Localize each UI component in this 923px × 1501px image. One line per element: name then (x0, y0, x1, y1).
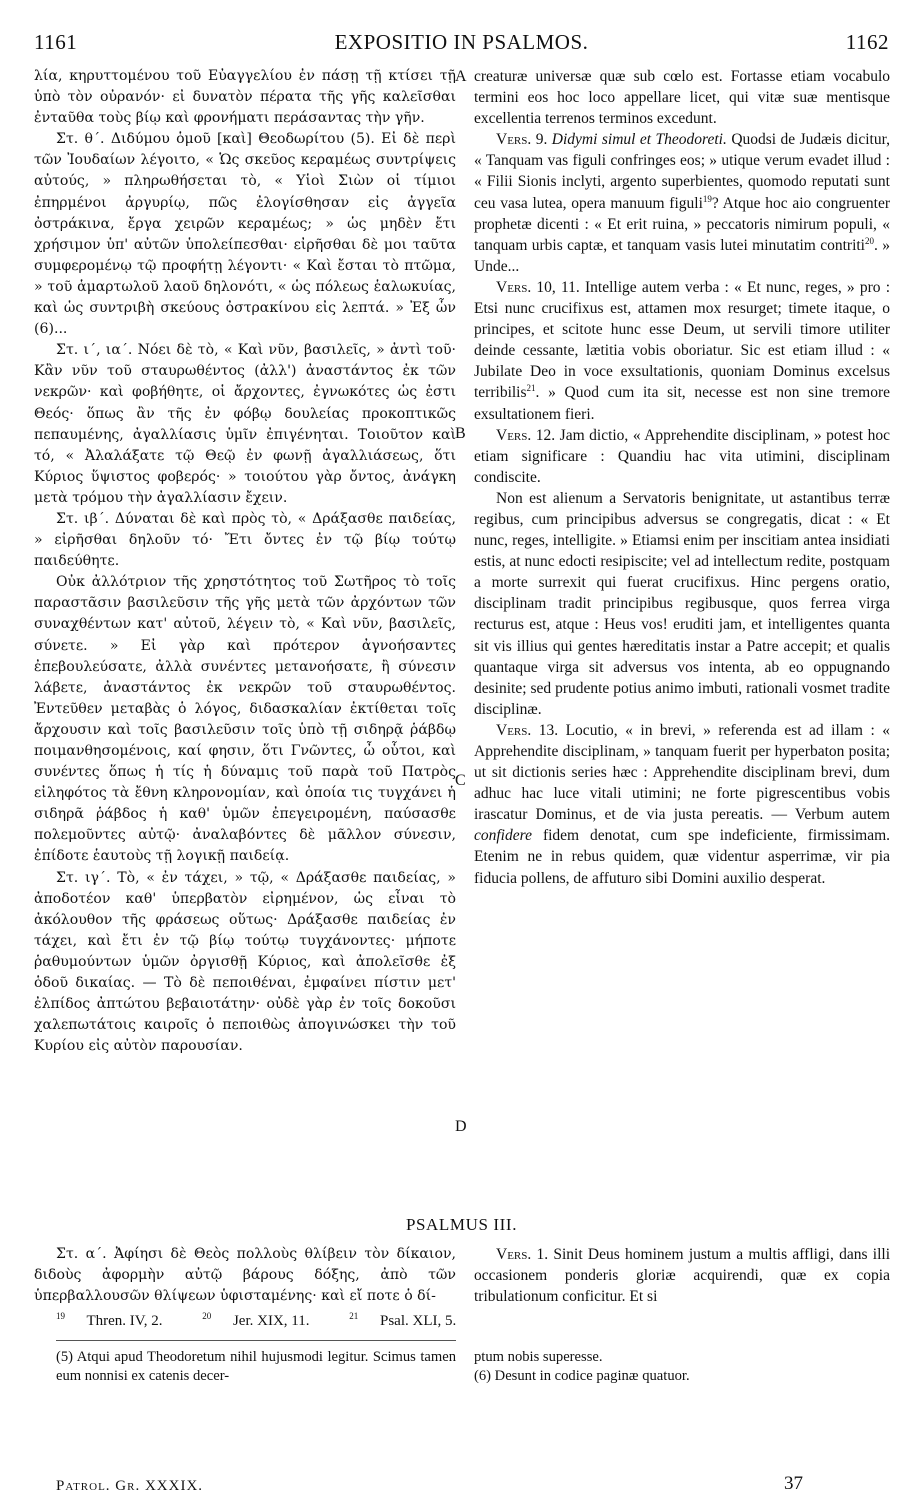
scripture-reference (349, 1313, 474, 1329)
latin-paragraph (474, 129, 890, 277)
latin-paragraph: Non est alienum a Servatoris benignitate, ut astantibus terræ regibus, cum principibus adversus se congregatis, dicat : « Et nunc, reges, intelligite. » Etiamsi enim per inscitiam antea insidiati estis, at nunc edocti resipiscite; vel ad intellectum redite, postquam a morte surrexit qui fuerat crucifixus. Hinc pergens oratio, disciplinam tradit principibus regibusque, quos ferrea virga recturus est, atque : Heus vos! eruditi jam, et intelligentes quanta sit vis illius qui gentes hæreditatis instar a Patre accepit; et qualis quantaque virga sit adversus vos intenta, ab eo oppugnando desinite; sed prudente potius animo imbuti, rationali vosmet tradite disciplinæ. (474, 489, 890, 718)
greek-paragraph: Στ. α΄. Ἀφίησι δὲ Θεὸς πολλοὺς θλίβειν τὸν δίκαιον, διδοὺς ἀφορμὴν αὐτῷ βάρους δόξης, ἀπὸ τῶν ὑπερβαλλουσῶν θλίψεων ὑφισταμένης· καὶ εἴ ποτε ὁ δί- (34, 1246, 456, 1305)
latin-paragraph (474, 277, 890, 425)
left-column-number: 1161 (34, 30, 78, 54)
footnote-divider (56, 1340, 456, 1341)
ref-text: Jer. XIX, 11. (232, 1313, 310, 1329)
footnote-5: (5) Atqui apud Theodoretum nihil hujusmodi legitur. Scimus tamen eum nonnisi ex catenis decer- (56, 1349, 456, 1384)
greek-column (34, 66, 456, 1057)
latin-column (474, 66, 890, 889)
latin-paragraph (474, 425, 890, 488)
psalm-heading: PSALMUS III. (405, 1215, 518, 1234)
greek-paragraph: Οὐκ ἀλλότριον τῆς χρηστότητος τοῦ Σωτῆρος τὸ τοῖς παραστᾶσιν βασιλεῦσιν τῆς γῆς μετὰ τῶν ἀρχόντων τῶν συναχθέντων κατ' αὐτοῦ, λέγειν τὸ, « Καὶ νῦν, βασιλεῖς, σύνετε. » Εἰ γὰρ καὶ πρότερον ἀγνοήσαντες ἐπεβουλεύσατε, ἀλλὰ συνέντες μετανοήσατε, ἢ σύνεσιν λάβετε, ἀναστάντος ἐκ νεκρῶν τοῦ σταυρωθέντος. Ἐντεῦθεν μεταβὰς ὁ λόγος, διδασκαλίαν ἐκτίθεται τοῖς ἄρχουσιν καὶ τοῖς βασιλεῦσιν τοῖς ὑπὸ τῇ σιδηρᾷ ῥάβδῳ ποιμανθησομένοις, καί φησιν, ὅτι Γνῶντες, ὦ οὗτοι, καὶ συνέντες ὅπως ἡ τίς ἡ δύναμις τοῦ παρὰ τοῦ Πατρὸς εἰληφότος τὰ ἔθνη κληρονομίαν, καὶ ὁποία τις τυγχάνει ἡ σιδηρᾶ ῥάβδος ἡ καθ' ὑμῶν ἐπεγειρομένη, παύσασθε πολεμοῦντες αὐτῷ· ἀναλαβόντες δὲ μᾶλλον σύνεσιν, ἐπίδοτε ἑαυτοὺς τῇ λογικῇ παιδείᾳ. (34, 574, 456, 865)
greek-paragraph: Στ. ι΄, ια΄. Νόει δὲ τὸ, « Καὶ νῦν, βασιλεῖς, » ἀντὶ τοῦ· Κἂν νῦν τοῦ σταυρωθέντος (ἀλλ') ἀναστάντος ἐκ τῶν νεκρῶν· καὶ φοβήθητε, οἱ ἄρχοντες, ἐγνωκότες ὡς ἐστι Θεός· ὅπως ἂν τῆς ἐν φόβῳ δουλείας προκοπτικῶς πεπαυμένης, ἀγαλλίασις ὑμῖν ἐπιγένηται. Τοιοῦτον καὶ τό, « Ἀλαλάξατε τῷ Θεῷ ἐν φωνῇ ἀγαλλιάσεως, ὅτι Κύριος ὕψιστος φοβερός· » τοιούτου γὰρ ὄντος, ἀνάγκη μετὰ τρόμου τὴν ἀγαλλίασιν ἔχειν. (34, 342, 456, 506)
source-attribution: Didymi simul et Theodoreti. (551, 131, 727, 149)
latin-text: Jam dictio, « Apprehendite disciplinam, » potest hoc etiam significare : Quandiu hac vita utimini, disciplinam condiscite. (474, 426, 890, 486)
ref-number: 21 (349, 1311, 359, 1321)
scripture-reference (56, 1313, 180, 1329)
latin-column-psalm3 (474, 1244, 890, 1307)
greek-paragraph: Στ. ιγ΄. Τὸ, « ἐν τάχει, » τῷ, « Δράξασθε παιδείας, » ἀποδοτέον καθ' ὑπερβατὸν εἰρημένον, ὡς εἶναι τὸ ἀκόλουθον τῆς φράσεως οὕτως· Δράξασθε παιδείας ἐν τάχει, καὶ ἔτι ἐν τῷ βίῳ τούτῳ τυγχάνοντες· μήποτε ῥαθυμούντων ὑμῶν ὀργισθῇ Κύριος, καὶ ἀπολεῖσθε ἐξ ὁδοῦ δικαίας. — Τὸ δὲ πεποιθέναι, ἐμφαίνει πίστιν μετ' ἐλπίδος ἀπτώτου βεβαιοτάτην· οὐδὲ γὰρ ἐν τοῖς δοκοῦσι χαλεπωτάτοις καιροῖς ὁ πεποιθὼς ἀπογινώσκει τὴν τοῦ Κυρίου εἰς αὐτὸν παρουσίαν. (34, 869, 456, 1055)
latin-paragraph (474, 1244, 890, 1307)
ref-number: 20 (202, 1311, 212, 1321)
margin-letter-b: B (455, 425, 466, 442)
verse-label: Vers. 9. (496, 131, 548, 149)
latin-text: Sinit Deus hominem justum a multis affligi, dans illi occasionem ponderis gloriæ acquirendi, quæ ex copia tribulationum conficitur. Et si (474, 1246, 890, 1306)
ref-text: Psal. XLI, 5. (379, 1313, 457, 1329)
footnote-continuation (474, 1348, 890, 1386)
verse-label: Vers. 1. (496, 1246, 549, 1263)
margin-letter-c: C (455, 772, 466, 789)
latin-text: Intellige autem verba : « Et nunc, reges, » pro : Etsi nunc crucifixus est, attamen mox resurget; timete itaque, o principes, et scitote hunc esse Deum, ut servili timore utiliter deinde cessante, lætitia vobis oboriatur. Sic est etiam illud : « Jubilate Deo in voce exsultationis, quoniam Dominus excelsus terribilis (474, 278, 891, 402)
margin-letter-a: A (455, 68, 467, 85)
latin-text: . » Unde... (474, 236, 890, 275)
verse-label: Vers. 12. (496, 426, 556, 444)
margin-letter-d: D (455, 1118, 467, 1135)
running-header (34, 30, 889, 56)
latin-paragraph (474, 720, 890, 889)
running-title: EXPOSITIO IN PSALMOS. (334, 30, 589, 54)
scripture-ref-marker: 19 (702, 193, 712, 204)
latin-italic-word: confidere (474, 827, 532, 845)
greek-paragraph: Στ. ιβ΄. Δύναται δὲ καὶ πρὸς τὸ, « Δράξασθε παιδείας, » εἰρῆσθαι δηλοῦν τό· Ἔτι ὄντες ἐν τῷ βίῳ τούτῳ παιδεύθητε. (34, 510, 456, 570)
scripture-ref-marker: 20 (865, 235, 874, 246)
latin-text: Locutio, « in brevi, » referenda est ad illam : « Apprehendite disciplinam, » tanquam fuerit per hyperbaton posita; ut sit dictionis series hæc : Apprehendite disciplinam brevi, dum adhuc hac luce vitali utimini; ne forte pigrescentibus vobis irascatur Dominus, et de via justa pereatis. — Verbum autem (474, 721, 890, 824)
scripture-reference (202, 1313, 327, 1329)
scripture-references (56, 1313, 889, 1330)
latin-text: ? Atque hoc aio congruenter prophetæ dicenti : « Et erit ruina, » peccatoris nimirum populi, « tanquam urbis captæ, et tanquam vasis lutei minutatim contriti (474, 194, 890, 254)
signature-mark: Patrol. Gr. XXXIX. (56, 1478, 204, 1494)
verse-label: Vers. 10, 11. (496, 278, 580, 296)
greek-paragraph: λία, κηρυττομένου τοῦ Εὐαγγελίου ἐν πάσῃ τῇ κτίσει τῇ ὑπὸ τὸν οὐρανόν· εἰ δυνατὸν πέρατα τῆς γῆς καλεῖσθαι ἐνταῦθα τοὺς βίῳ καὶ φρονήματι περάσαντας τὴν γῆν. (34, 68, 456, 127)
scripture-ref-marker: 21 (526, 383, 536, 394)
ref-number: 19 (56, 1311, 65, 1321)
verse-label: Vers. 13. (496, 721, 559, 739)
latin-text: . » Quod cum ita sit, necesse est non sine tremore exsultationem fieri. (474, 384, 890, 423)
footnote-5-end: ptum nobis superesse. (474, 1349, 603, 1365)
footnote-6: (6) Desunt in codice paginæ quatuor. (474, 1368, 690, 1384)
latin-paragraph: creaturæ universæ quæ sub cœlo est. Fortasse etiam vocabulo termini eos hoc loco appellare licet, qui vitæ suæ mentisque excellentia terrenos terminos excedunt. (474, 68, 890, 128)
greek-column-psalm3 (34, 1244, 456, 1307)
page-number: 37 (784, 1473, 803, 1494)
latin-text: fidem denotat, cum spe indeficiente, firmissimam. Etenim ne in rebus quidem, quæ videntur asperrimæ, vir pia fiducia pollens, de affuturo sibi Domini auxilio desperat. (474, 827, 891, 887)
greek-paragraph: Στ. θ΄. Διδύμου ὁμοῦ [καὶ] Θεοδωρίτου (5). Εἰ δὲ περὶ τῶν Ἰουδαίων λέγοιτο, « Ὡς σκεῦος κεραμέως συντρίψεις αὐτούς, » πληρωθήσεται τὸ, « Υἱοὶ Σιὼν οἱ τίμιοι ἐπηρμένοι ἀργυρίῳ, πῶς ἐλογίσθησαν εἰς ἀγγεῖα ὀστράκινα, ἔργα χειρῶν κεραμέως; » ὡς μηδὲν ἔτι χρήσιμον ὑπ' αὐτῶν ὑπολείπεσθαι· εἰρῆσθαι δὲ μοι ταῦτα συμφερομένῳ τῷ προφήτῃ λέγοντι· « Καὶ ἔσται τὸ πτῶμα, » τοῦ ἁμαρτωλοῦ λαοῦ δηλονότι, « ὡς πόλεως ἑαλωκυίας, καὶ ὡς συντριβὴ σκεύους ὀστρακίνου εἰς λεπτά. » Ἐξ ὧν (6)... (34, 131, 456, 338)
ref-text: Thren. IV, 2. (86, 1313, 163, 1329)
latin-text: Quodsi de Judæis dicitur, « Tanquam vas figuli confringes eos; » utique verum evadet illud : « Filii Sionis inclyti, argento superbientes, quomodo reputati sunt ceu vasa lutea, opera manuum figuli (474, 131, 890, 212)
right-column-number: 1162 (845, 30, 889, 54)
